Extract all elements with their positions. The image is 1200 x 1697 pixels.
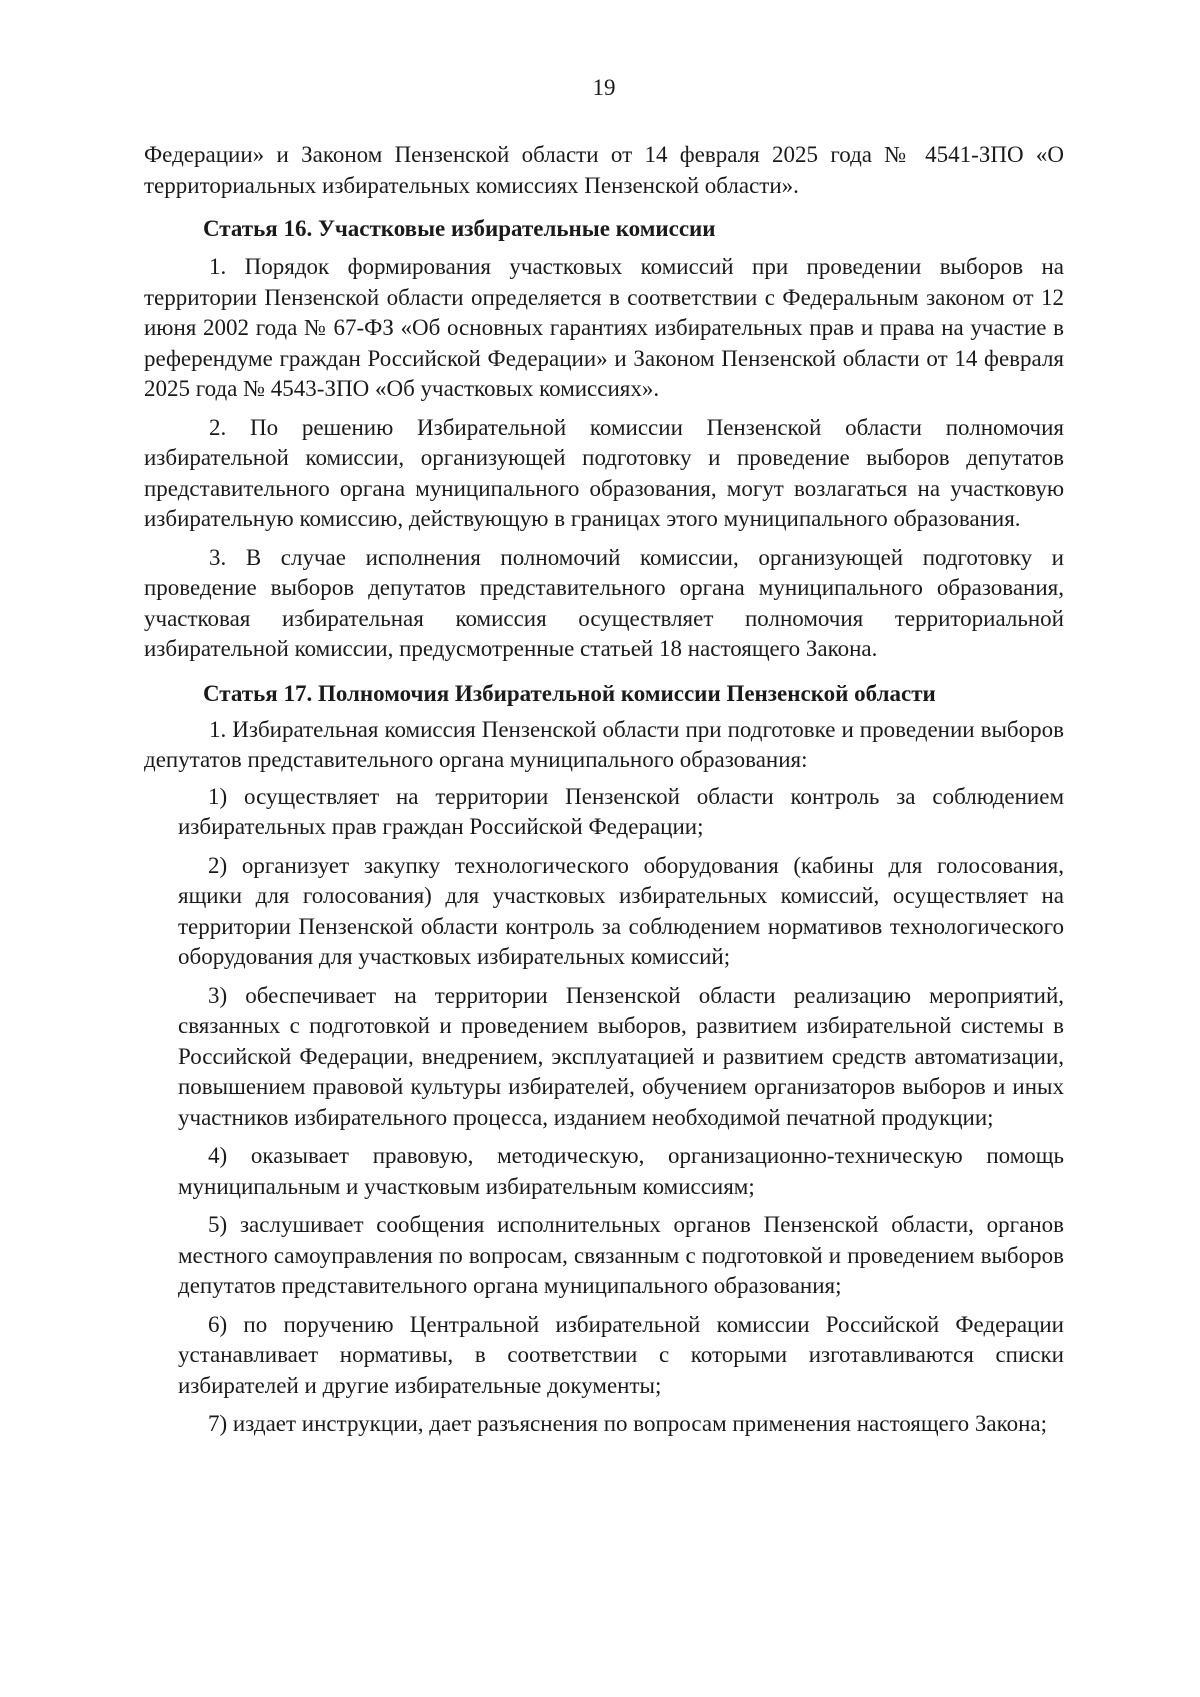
article-17-item-5: 5) заслушивает сообщения исполнительных органов Пензенской области, органов местного самоуправления по вопросам, связанным с подготовкой и проведением выборов депутатов представительного органа муниципального образования;	[178, 1212, 1064, 1298]
article-17-item-3: 3) обеспечивает на территории Пензенской области реализацию мероприятий, связанных с подготовкой и проведением выборов, развитием избирательной системы в Российской Федерации, внедрением, эксплуатацией и развитием средств автоматизации, повышением правовой культуры избирателей, обучением организаторов выборов и иных участников избирательного процесса, изданием необходимой печатной продукции;	[178, 982, 1064, 1130]
article-17-title: Статья 17. Полномочия Избирательной комиссии Пензенской области	[203, 680, 936, 706]
article-16-paragraph-2: 2. По решению Избирательной комиссии Пензенской области полномочия избирательной комиссии, организующей подготовку и проведение выборов депутатов представительного органа муниципального образования, могут возлагаться на участковую избирательную комиссию, действующую в границах этого муниципального образования.	[144, 414, 1064, 531]
article-17-paragraph-1: 1. Избирательная комиссия Пензенской области при подготовке и проведении выборов депутатов представительного органа муниципального образования:	[144, 716, 1064, 772]
article-17-item-2: 2) организует закупку технологического оборудования (кабины для голосования, ящики для голосования) для участковых избирательных комиссий, осуществляет на территории Пензенской области контроль за соблюдением нормативов технологического оборудования для участковых избирательных комиссий;	[178, 852, 1064, 969]
article-17-item-7: 7) издает инструкции, дает разъяснения по вопросам применения настоящего Закона;	[208, 1411, 1048, 1436]
article-17-item-4: 4) оказывает правовую, методическую, организационно-техническую помощь муниципальным и участковым избирательным комиссиям;	[178, 1143, 1064, 1199]
page-number: 19	[592, 75, 616, 100]
article-16-paragraph-3: 3. В случае исполнения полномочий комиссии, организующей подготовку и проведение выборов депутатов представительного органа муниципального образования, участковая избирательная комиссия осуществляет полномочия территориальной избирательной комиссии, предусмотренные статьей 18 настоящего Закона.	[144, 544, 1064, 661]
page-content	[144, 140, 1064, 1440]
article-16-title: Статья 16. Участковые избирательные комиссии	[203, 216, 716, 241]
article-17-item-1: 1) осуществляет на территории Пензенской области контроль за соблюдением избирательных прав граждан Российской Федерации;	[178, 783, 1064, 839]
article-17-item-6: 6) по поручению Центральной избирательной комиссии Российской Федерации устанавливает нормативы, в соответствии с которыми изготавливаются списки избирателей и другие избирательные документы;	[178, 1311, 1064, 1398]
article-16-paragraph-1: 1. Порядок формирования участковых комиссий при проведении выборов на территории Пензенской области определяется в соответствии с Федеральным законом от 12 июня 2002 года № 67-ФЗ «Об основных гарантиях избирательных прав и права на участие в референдуме граждан Российской Федерации» и Законом Пензенской области от 14 февраля 2025 года № 4543-ЗПО «Об участковых комиссиях».	[144, 254, 1064, 401]
intro-paragraph: Федерации» и Законом Пензенской области от 14 февраля 2025 года № 4541-ЗПО «О территориальных избирательных комиссиях Пензенской области».	[144, 142, 1064, 198]
